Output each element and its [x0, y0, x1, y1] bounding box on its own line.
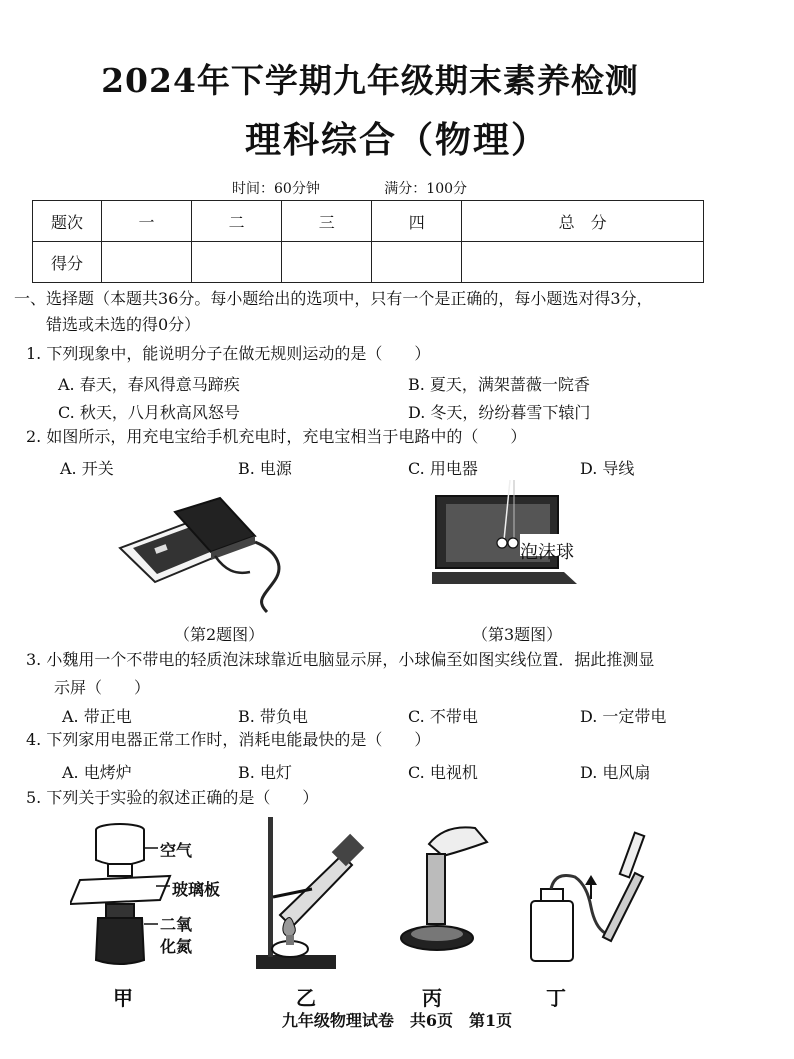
score-input-cell[interactable] [282, 242, 372, 283]
q4-option-c[interactable]: C. 电视机 [408, 763, 478, 782]
full-score: 满分：100分 [384, 181, 468, 197]
glass-plate-icon [70, 876, 170, 904]
usb-cable [255, 542, 279, 612]
score-cell: 总 分 [462, 201, 704, 242]
bottle-icon [531, 889, 573, 961]
q1-option-d[interactable]: D. 冬天，纷纷暮雪下辕门 [408, 403, 591, 422]
q3-stem: 3. 小魏用一个不带电的轻质泡沫球靠近电脑显示屏，小球偏至如图实线位置．据此推测显 [26, 650, 655, 669]
q4-option-d[interactable]: D. 电风扇 [580, 763, 651, 782]
q2-option-a[interactable]: A. 开关 [60, 459, 114, 478]
q1-option-c[interactable]: C. 秋天，八月秋高风怒号 [58, 403, 240, 422]
section-heading: 一、选择题（本题共36分。每小题给出的选项中，只有一个是正确的，每小题选对得3分， [14, 289, 653, 308]
figure-q3-laptop [432, 480, 582, 590]
q1-option-b[interactable]: B. 夏天，满架蔷薇一院香 [408, 375, 590, 394]
q1-stem: 1. 下列现象中，能说明分子在做无规则运动的是（ ） [26, 344, 431, 363]
section-heading-cont: 错选或未选的得0分） [46, 315, 201, 334]
score-cell: 一 [102, 201, 192, 242]
q2-option-b[interactable]: B. 电源 [238, 459, 292, 478]
exam-title: 2024年下学期九年级期末素养检测 [101, 61, 639, 100]
q4-option-a[interactable]: A. 电烤炉 [62, 763, 132, 782]
score-cell: 三 [282, 201, 372, 242]
score-cell: 题次 [33, 201, 102, 242]
score-input-cell[interactable] [102, 242, 192, 283]
jia-air-label: 空气 [160, 841, 193, 860]
figure-label-ding: 丁 [546, 986, 566, 1010]
dish-icon [401, 926, 473, 950]
jia-glass-label: 玻璃板 [172, 880, 221, 899]
figure-label-bing: 丙 [422, 986, 442, 1010]
figure-q3-caption: （第3题图） [472, 625, 563, 644]
hand-icon [429, 827, 487, 856]
score-row-label: 得分 [33, 242, 102, 283]
figure-q5-bing [395, 820, 505, 970]
pump-icon [603, 833, 644, 941]
score-cell: 二 [192, 201, 282, 242]
q3-option-b[interactable]: B. 带负电 [238, 707, 308, 726]
score-input-cell[interactable] [192, 242, 282, 283]
foam-ball-icon [497, 538, 507, 548]
jar-bottom-icon [96, 904, 144, 964]
figure-q5-yi [250, 815, 370, 975]
q3-stem-cont: 示屏（ ） [54, 678, 151, 697]
exam-subtitle: 理科综合（物理） [244, 119, 549, 161]
exam-meta [232, 178, 527, 198]
q2-option-c[interactable]: C. 用电器 [408, 459, 478, 478]
figure-q2-caption: （第2题图） [174, 625, 265, 644]
q1-option-a[interactable]: A. 春天，春风得意马蹄疾 [58, 375, 240, 394]
alcohol-lamp-icon [272, 917, 308, 957]
jar-top-icon [96, 824, 144, 876]
score-table-score-row [33, 242, 704, 283]
q5-stem: 5. 下列关于实验的叙述正确的是（ ） [26, 788, 319, 807]
jia-no2-label-2: 化氮 [160, 937, 193, 956]
page-footer: 九年级物理试卷 共6页 第1页 [281, 1011, 513, 1030]
jia-no2-label-1: 二氧 [160, 915, 193, 934]
time-limit: 时间：60分钟 [232, 181, 320, 197]
score-table [32, 200, 704, 283]
q3-option-d[interactable]: D. 一定带电 [580, 707, 667, 726]
score-table-header-row [33, 201, 704, 242]
figure-label-jia: 甲 [113, 986, 133, 1010]
figure-q5-ding [525, 815, 655, 965]
score-input-cell[interactable] [372, 242, 462, 283]
q3-option-a[interactable]: A. 带正电 [62, 707, 132, 726]
figure-label-yi: 乙 [296, 986, 316, 1010]
q4-stem: 4. 下列家用电器正常工作时，消耗电能最快的是（ ） [26, 730, 431, 749]
figure-q2-power-bank [115, 490, 295, 615]
test-tube-icon [273, 834, 364, 927]
q3-option-c[interactable]: C. 不带电 [408, 707, 478, 726]
q4-option-b[interactable]: B. 电灯 [238, 763, 292, 782]
score-cell: 四 [372, 201, 462, 242]
q2-stem: 2. 如图所示，用充电宝给手机充电时，充电宝相当于电路中的（ ） [26, 427, 527, 446]
score-input-cell[interactable] [462, 242, 704, 283]
foam-ball-label: 泡沫球 [520, 542, 574, 563]
q2-option-d[interactable]: D. 导线 [580, 459, 635, 478]
glass-tube-icon [427, 854, 445, 924]
